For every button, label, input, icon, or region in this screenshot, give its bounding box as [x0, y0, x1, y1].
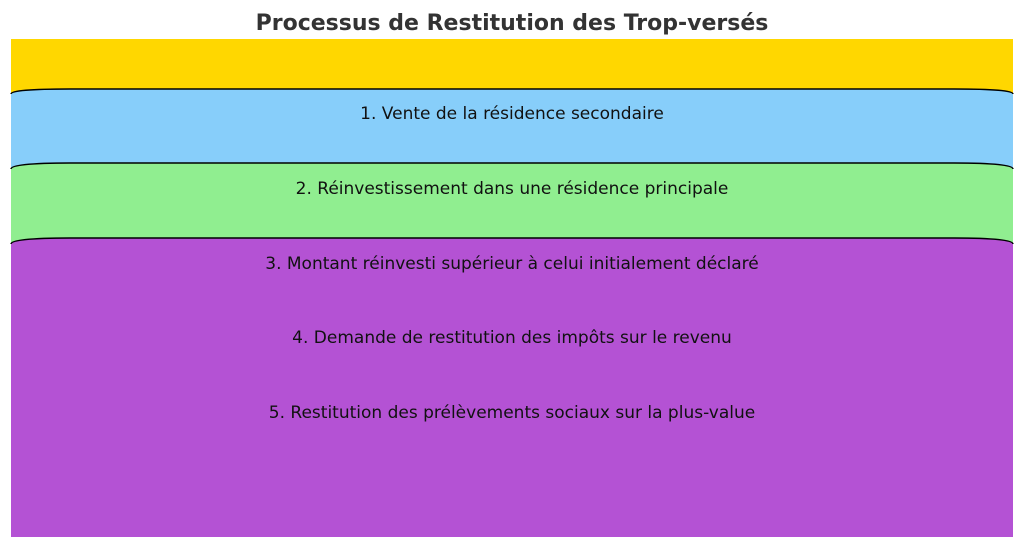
- step-label-3: 3. Montant réinvesti supérieur à celui initialement déclaré: [265, 254, 759, 274]
- step-label-2: 2. Réinvestissement dans une résidence principale: [295, 179, 729, 199]
- band-2: [11, 163, 1013, 245]
- diagram-title: Processus de Restitution des Trop-versés: [255, 11, 769, 36]
- step-label-1: 1. Vente de la résidence secondaire: [360, 104, 664, 124]
- step-label-5: 5. Restitution des prélèvements sociaux sur la plus-value: [268, 403, 756, 423]
- band-3: [11, 238, 1013, 537]
- step-label-4: 4. Demande de restitution des impôts sur le revenu: [292, 328, 732, 348]
- band-1: [11, 89, 1013, 170]
